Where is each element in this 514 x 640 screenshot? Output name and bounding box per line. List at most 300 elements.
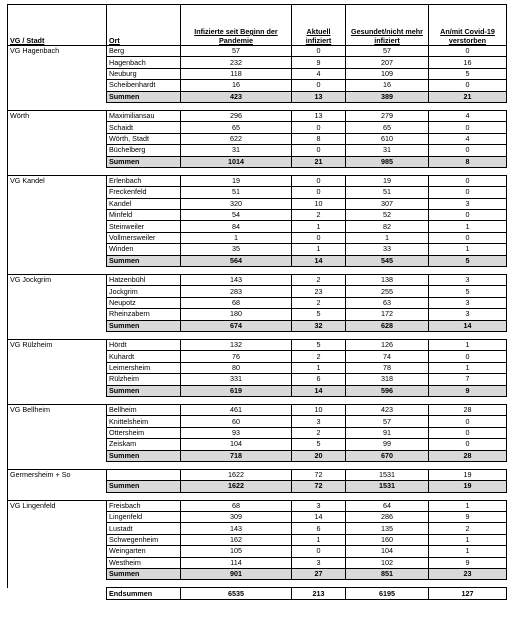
group-name-cell xyxy=(8,385,107,396)
summary-row xyxy=(8,450,507,461)
value-cell: 610 xyxy=(346,133,429,144)
group-name-cell xyxy=(8,309,107,320)
summary-value-cell: 389 xyxy=(346,91,429,102)
summary-label-cell: Summen xyxy=(107,450,181,461)
value-cell: 3 xyxy=(429,198,507,209)
group-name-cell: Germersheim + So xyxy=(8,469,107,480)
place-name-cell: Jockgrim xyxy=(107,286,181,297)
value-cell: 172 xyxy=(346,309,429,320)
spacer-cell xyxy=(292,492,346,500)
group-name-cell xyxy=(8,351,107,362)
value-cell: 51 xyxy=(181,187,292,198)
group-name-cell xyxy=(8,320,107,331)
summary-value-cell: 1531 xyxy=(346,481,429,492)
summary-value-cell: 9 xyxy=(429,385,507,396)
summary-value-cell: 14 xyxy=(292,385,346,396)
place-name-cell: Schaidt xyxy=(107,122,181,133)
table-row xyxy=(8,221,507,232)
spacer-cell xyxy=(346,580,429,588)
summary-label-cell: Summen xyxy=(107,569,181,580)
value-cell: 54 xyxy=(181,210,292,221)
value-cell: 105 xyxy=(181,546,292,557)
spacer-row xyxy=(8,461,507,469)
value-cell: 0 xyxy=(429,416,507,427)
value-cell: 1 xyxy=(429,534,507,545)
spacer-cell xyxy=(181,331,292,339)
value-cell: 232 xyxy=(181,57,292,68)
summary-value-cell: 14 xyxy=(292,255,346,266)
summary-row xyxy=(8,91,507,102)
place-name-cell: Büchelberg xyxy=(107,145,181,156)
spacer-cell xyxy=(346,167,429,175)
value-cell: 16 xyxy=(346,80,429,91)
spacer-row xyxy=(8,102,507,110)
value-cell: 57 xyxy=(346,416,429,427)
spacer-cell xyxy=(8,492,107,500)
table-row xyxy=(8,469,507,480)
summary-label-cell: Summen xyxy=(107,91,181,102)
place-name-cell: Minfeld xyxy=(107,210,181,221)
group-name-cell xyxy=(8,80,107,91)
value-cell: 2 xyxy=(292,210,346,221)
value-cell: 135 xyxy=(346,523,429,534)
value-cell: 3 xyxy=(292,500,346,511)
place-name-cell: Scheibenhardt xyxy=(107,80,181,91)
table-row xyxy=(8,244,507,255)
value-cell: 296 xyxy=(181,110,292,121)
group-name-cell xyxy=(8,145,107,156)
table-row xyxy=(8,523,507,534)
table-row xyxy=(8,198,507,209)
value-cell: 0 xyxy=(292,122,346,133)
spacer-cell xyxy=(292,267,346,275)
place-name-cell: Hördt xyxy=(107,339,181,350)
total-value-cell: 6195 xyxy=(346,588,429,599)
value-cell: 31 xyxy=(346,145,429,156)
summary-value-cell: 670 xyxy=(346,450,429,461)
spacer-cell xyxy=(8,331,107,339)
value-cell: 143 xyxy=(181,275,292,286)
spacer-cell xyxy=(292,102,346,110)
value-cell: 80 xyxy=(181,362,292,373)
table-row xyxy=(8,534,507,545)
value-cell: 33 xyxy=(346,244,429,255)
value-cell: 160 xyxy=(346,534,429,545)
spacer-cell xyxy=(346,461,429,469)
value-cell: 31 xyxy=(181,145,292,156)
table-row xyxy=(8,145,507,156)
table-row xyxy=(8,374,507,385)
group-name-cell xyxy=(8,523,107,534)
place-name-cell xyxy=(107,469,181,480)
value-cell: 0 xyxy=(292,145,346,156)
value-cell: 9 xyxy=(292,57,346,68)
value-cell: 78 xyxy=(346,362,429,373)
value-cell: 1 xyxy=(292,534,346,545)
value-cell: 318 xyxy=(346,374,429,385)
value-cell: 0 xyxy=(429,145,507,156)
covid-cases-table xyxy=(7,4,507,600)
table-header-row xyxy=(8,5,507,46)
group-name-cell xyxy=(8,512,107,523)
spacer-cell xyxy=(429,396,507,404)
table-row xyxy=(8,297,507,308)
group-name-cell xyxy=(8,232,107,243)
value-cell: 13 xyxy=(292,110,346,121)
summary-value-cell: 13 xyxy=(292,91,346,102)
value-cell: 320 xyxy=(181,198,292,209)
summary-value-cell: 1622 xyxy=(181,481,292,492)
group-name-cell xyxy=(8,57,107,68)
place-name-cell: Rheinzabern xyxy=(107,309,181,320)
table-row xyxy=(8,339,507,350)
header-infizierte: Infizierte seit Beginn der Pandemie xyxy=(181,5,292,46)
value-cell: 2 xyxy=(292,297,346,308)
place-name-cell: Kandel xyxy=(107,198,181,209)
value-cell: 1 xyxy=(292,244,346,255)
summary-value-cell: 423 xyxy=(181,91,292,102)
group-name-cell xyxy=(8,534,107,545)
value-cell: 114 xyxy=(181,557,292,568)
group-name-cell xyxy=(8,546,107,557)
value-cell: 461 xyxy=(181,404,292,415)
value-cell: 19 xyxy=(346,175,429,186)
value-cell: 76 xyxy=(181,351,292,362)
value-cell: 5 xyxy=(292,439,346,450)
group-name-cell: Wörth xyxy=(8,110,107,121)
summary-value-cell: 851 xyxy=(346,569,429,580)
table-row xyxy=(8,351,507,362)
spacer-cell xyxy=(292,167,346,175)
value-cell: 63 xyxy=(346,297,429,308)
place-name-cell: Schwegenheim xyxy=(107,534,181,545)
total-row xyxy=(8,588,507,599)
spacer-cell xyxy=(429,461,507,469)
total-label-cell: Endsummen xyxy=(107,588,181,599)
value-cell: 65 xyxy=(346,122,429,133)
value-cell: 16 xyxy=(429,57,507,68)
table-row xyxy=(8,110,507,121)
table-row xyxy=(8,557,507,568)
place-name-cell: Freckenfeld xyxy=(107,187,181,198)
value-cell: 1 xyxy=(429,362,507,373)
value-cell: 68 xyxy=(181,500,292,511)
value-cell: 5 xyxy=(292,309,346,320)
summary-value-cell: 14 xyxy=(429,320,507,331)
header-vg-stadt: VG / Stadt xyxy=(8,5,107,46)
value-cell: 1 xyxy=(429,221,507,232)
place-name-cell: Westheim xyxy=(107,557,181,568)
value-cell: 162 xyxy=(181,534,292,545)
value-cell: 1 xyxy=(181,232,292,243)
value-cell: 93 xyxy=(181,427,292,438)
place-name-cell: Neuburg xyxy=(107,68,181,79)
total-value-cell: 127 xyxy=(429,588,507,599)
summary-value-cell: 8 xyxy=(429,156,507,167)
value-cell: 5 xyxy=(429,286,507,297)
value-cell: 14 xyxy=(292,512,346,523)
place-name-cell: Hatzenbühl xyxy=(107,275,181,286)
value-cell: 1622 xyxy=(181,469,292,480)
value-cell: 51 xyxy=(346,187,429,198)
spacer-cell xyxy=(107,331,181,339)
place-name-cell: Hagenbach xyxy=(107,57,181,68)
spacer-cell xyxy=(181,461,292,469)
value-cell: 622 xyxy=(181,133,292,144)
table-row xyxy=(8,286,507,297)
value-cell: 28 xyxy=(429,404,507,415)
summary-value-cell: 674 xyxy=(181,320,292,331)
spacer-cell xyxy=(429,167,507,175)
value-cell: 286 xyxy=(346,512,429,523)
spacer-cell xyxy=(107,396,181,404)
summary-value-cell: 985 xyxy=(346,156,429,167)
value-cell: 309 xyxy=(181,512,292,523)
value-cell: 23 xyxy=(292,286,346,297)
spacer-cell xyxy=(346,492,429,500)
value-cell: 74 xyxy=(346,351,429,362)
value-cell: 180 xyxy=(181,309,292,320)
summary-value-cell: 901 xyxy=(181,569,292,580)
spacer-cell xyxy=(107,267,181,275)
spacer-cell xyxy=(181,267,292,275)
value-cell: 1531 xyxy=(346,469,429,480)
table-row xyxy=(8,232,507,243)
spacer-row xyxy=(8,167,507,175)
table-row xyxy=(8,275,507,286)
summary-value-cell: 718 xyxy=(181,450,292,461)
value-cell: 10 xyxy=(292,404,346,415)
group-name-cell xyxy=(8,481,107,492)
summary-value-cell: 5 xyxy=(429,255,507,266)
place-name-cell: Kuhardt xyxy=(107,351,181,362)
table-row xyxy=(8,500,507,511)
group-name-cell xyxy=(8,133,107,144)
value-cell: 279 xyxy=(346,110,429,121)
value-cell: 1 xyxy=(429,339,507,350)
spacer-cell xyxy=(8,580,107,588)
value-cell: 68 xyxy=(181,297,292,308)
group-name-cell xyxy=(8,221,107,232)
table-row xyxy=(8,68,507,79)
value-cell: 5 xyxy=(292,339,346,350)
table-row xyxy=(8,439,507,450)
value-cell: 118 xyxy=(181,68,292,79)
value-cell: 16 xyxy=(181,80,292,91)
value-cell: 0 xyxy=(429,210,507,221)
value-cell: 57 xyxy=(181,46,292,57)
value-cell: 2 xyxy=(292,427,346,438)
value-cell: 143 xyxy=(181,523,292,534)
group-name-cell xyxy=(8,187,107,198)
value-cell: 1 xyxy=(346,232,429,243)
value-cell: 8 xyxy=(292,133,346,144)
table-row xyxy=(8,133,507,144)
group-name-cell xyxy=(8,198,107,209)
summary-row xyxy=(8,320,507,331)
summary-row xyxy=(8,156,507,167)
table-row xyxy=(8,309,507,320)
summary-value-cell: 21 xyxy=(429,91,507,102)
spacer-cell xyxy=(292,580,346,588)
place-name-cell: Bellheim xyxy=(107,404,181,415)
value-cell: 1 xyxy=(292,221,346,232)
spacer-cell xyxy=(346,331,429,339)
value-cell: 0 xyxy=(292,175,346,186)
spacer-row xyxy=(8,492,507,500)
summary-value-cell: 1014 xyxy=(181,156,292,167)
table-row xyxy=(8,175,507,186)
place-name-cell: Freisbach xyxy=(107,500,181,511)
spacer-cell xyxy=(181,396,292,404)
value-cell: 2 xyxy=(292,351,346,362)
value-cell: 7 xyxy=(429,374,507,385)
total-value-cell: 213 xyxy=(292,588,346,599)
value-cell: 19 xyxy=(429,469,507,480)
spacer-cell xyxy=(181,580,292,588)
summary-value-cell: 564 xyxy=(181,255,292,266)
table-row xyxy=(8,416,507,427)
summary-label-cell: Summen xyxy=(107,255,181,266)
value-cell: 35 xyxy=(181,244,292,255)
group-name-cell xyxy=(8,427,107,438)
value-cell: 0 xyxy=(292,232,346,243)
summary-value-cell: 21 xyxy=(292,156,346,167)
group-name-cell xyxy=(8,557,107,568)
spacer-cell xyxy=(429,102,507,110)
value-cell: 0 xyxy=(292,187,346,198)
spacer-cell xyxy=(429,267,507,275)
spacer-cell xyxy=(346,267,429,275)
value-cell: 91 xyxy=(346,427,429,438)
value-cell: 255 xyxy=(346,286,429,297)
value-cell: 3 xyxy=(292,416,346,427)
table-body xyxy=(8,46,507,600)
table-row xyxy=(8,404,507,415)
place-name-cell: Knittelsheim xyxy=(107,416,181,427)
value-cell: 84 xyxy=(181,221,292,232)
value-cell: 0 xyxy=(292,80,346,91)
summary-row xyxy=(8,569,507,580)
header-ort: Ort xyxy=(107,5,181,46)
value-cell: 3 xyxy=(429,297,507,308)
table-row xyxy=(8,362,507,373)
total-empty-cell xyxy=(8,588,107,599)
value-cell: 10 xyxy=(292,198,346,209)
spacer-cell xyxy=(346,102,429,110)
spacer-row xyxy=(8,331,507,339)
value-cell: 6 xyxy=(292,374,346,385)
value-cell: 4 xyxy=(429,110,507,121)
value-cell: 102 xyxy=(346,557,429,568)
value-cell: 0 xyxy=(429,187,507,198)
place-name-cell: Winden xyxy=(107,244,181,255)
place-name-cell: Wörth, Stadt xyxy=(107,133,181,144)
place-name-cell: Leimersheim xyxy=(107,362,181,373)
value-cell: 1 xyxy=(429,546,507,557)
group-name-cell xyxy=(8,439,107,450)
value-cell: 283 xyxy=(181,286,292,297)
value-cell: 1 xyxy=(292,362,346,373)
summary-row xyxy=(8,385,507,396)
spacer-cell xyxy=(181,167,292,175)
value-cell: 109 xyxy=(346,68,429,79)
value-cell: 9 xyxy=(429,557,507,568)
spacer-cell xyxy=(292,461,346,469)
value-cell: 57 xyxy=(346,46,429,57)
value-cell: 207 xyxy=(346,57,429,68)
spacer-cell xyxy=(8,461,107,469)
value-cell: 60 xyxy=(181,416,292,427)
summary-label-cell: Summen xyxy=(107,481,181,492)
spacer-cell xyxy=(346,396,429,404)
value-cell: 0 xyxy=(429,80,507,91)
summary-row xyxy=(8,481,507,492)
group-name-cell xyxy=(8,91,107,102)
group-name-cell xyxy=(8,68,107,79)
spacer-cell xyxy=(429,492,507,500)
value-cell: 2 xyxy=(429,523,507,534)
value-cell: 3 xyxy=(292,557,346,568)
value-cell: 1 xyxy=(429,244,507,255)
summary-value-cell: 32 xyxy=(292,320,346,331)
value-cell: 126 xyxy=(346,339,429,350)
place-name-cell: Neupotz xyxy=(107,297,181,308)
table-row xyxy=(8,427,507,438)
spacer-cell xyxy=(107,102,181,110)
spacer-cell xyxy=(181,492,292,500)
table-row xyxy=(8,46,507,57)
group-name-cell xyxy=(8,210,107,221)
group-name-cell: VG Rülzheim xyxy=(8,339,107,350)
summary-value-cell: 27 xyxy=(292,569,346,580)
value-cell: 2 xyxy=(292,275,346,286)
spacer-cell xyxy=(429,580,507,588)
value-cell: 3 xyxy=(429,275,507,286)
table-row xyxy=(8,80,507,91)
group-name-cell xyxy=(8,416,107,427)
summary-value-cell: 23 xyxy=(429,569,507,580)
group-name-cell xyxy=(8,374,107,385)
summary-label-cell: Summen xyxy=(107,385,181,396)
spacer-row xyxy=(8,580,507,588)
summary-value-cell: 20 xyxy=(292,450,346,461)
spacer-cell xyxy=(292,331,346,339)
spacer-cell xyxy=(8,102,107,110)
value-cell: 6 xyxy=(292,523,346,534)
spacer-cell xyxy=(107,580,181,588)
group-name-cell xyxy=(8,286,107,297)
value-cell: 0 xyxy=(429,351,507,362)
place-name-cell: Lustadt xyxy=(107,523,181,534)
summary-value-cell: 19 xyxy=(429,481,507,492)
group-name-cell xyxy=(8,244,107,255)
value-cell: 0 xyxy=(429,439,507,450)
place-name-cell: Berg xyxy=(107,46,181,57)
table-row xyxy=(8,512,507,523)
spacer-cell xyxy=(8,267,107,275)
value-cell: 72 xyxy=(292,469,346,480)
place-name-cell: Steinweiler xyxy=(107,221,181,232)
value-cell: 65 xyxy=(181,122,292,133)
header-verstorben: An/mit Covid-19 verstorben xyxy=(429,5,507,46)
place-name-cell: Weingarten xyxy=(107,546,181,557)
value-cell: 132 xyxy=(181,339,292,350)
spacer-row xyxy=(8,267,507,275)
value-cell: 423 xyxy=(346,404,429,415)
summary-row xyxy=(8,255,507,266)
value-cell: 19 xyxy=(181,175,292,186)
